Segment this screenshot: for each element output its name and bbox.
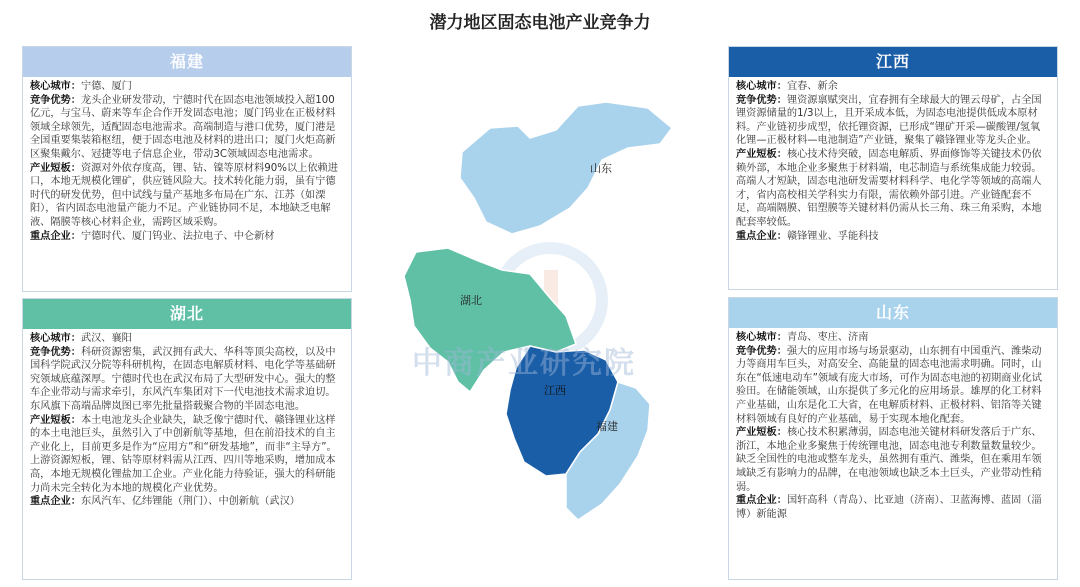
map-label-shandong: 山东 (590, 162, 612, 175)
province-map (380, 100, 680, 570)
jiangxi-panel-body (729, 77, 1057, 245)
shandong-core-city: 核心城市：青岛、枣庄、济南 (736, 332, 869, 343)
hubei-panel-title: 湖北 (23, 299, 351, 329)
shandong-weakness: 产业短板：核心技术积累薄弱，固态电池关键材料研发落后于广东、浙江，本地企业多聚焦于传统锂电池，固态电池专利数量数量较少。缺乏全国性的电池或整车龙头，虽然拥有重汽、潍柴，但在乘用车领域缺乏有影响力的品牌，在电池领域也缺乏本土巨头，产业带动性稍弱。 (736, 427, 1042, 493)
shandong-enterprises: 重点企业：国轩高科（青岛）、比亚迪（济南）、卫蓝海博、蓝固（淄博）新能源 (736, 495, 1042, 520)
map-label-hubei: 湖北 (460, 294, 482, 307)
jiangxi-panel (728, 46, 1058, 290)
jiangxi-core-city: 核心城市：宜春、新余 (736, 81, 838, 92)
map-label-jiangxi: 江西 (544, 384, 566, 397)
hubei-weakness: 产业短板：本土电池龙头企业缺失，缺乏像宁德时代、赣锋锂业这样的本土电池巨头，虽然引入了中创新航等基地，但在前沿技术的自主产业化上，目前更多是作为“应用方”和“研发基地”，而非“主导方”。上游资源短板，锂、钴等原材料需从江西、四川等地采购，增加成本高，本地无规模化锂盐加工企业。产业化能力待验证，强大的科研能力尚未完全转化为本地的规模化产业优势。 (30, 414, 337, 494)
page-title: 潜力地区固态电池产业竞争力 (429, 13, 651, 33)
fujian-core-city: 核心城市：宁德、厦门 (30, 81, 132, 92)
jiangxi-weakness: 产业短板：核心技术待突破，固态电解质、界面修饰等关键技术仍依赖外部，本地企业多聚焦于材料端，电芯制造与系统集成能力较弱。高端人才短缺，固态电池研发需要材料科学、电化学等领域的高端人才，省内高校相关学科实力有限，需依赖外部引进。产业链配套不足，高端隔膜、铝塑膜等关键材料仍需从长三角、珠三角采购，本地配套率较低。 (736, 148, 1042, 228)
fujian-panel-title: 福建 (23, 47, 351, 77)
hubei-panel-body (23, 329, 351, 511)
jiangxi-advantage: 竞争优势：锂资源禀赋突出，宜春拥有全球最大的锂云母矿，占全国锂资源储量的1/3以上，且开采成本低，为固态电池提供低成本原材料。产业链初步成型，依托锂资源，已形成“锂矿开采—碳酸锂/氢氧化锂—正极材料—电池制造”产业链，聚集了赣锋锂业等龙头企业。 (736, 94, 1042, 147)
shandong-region (460, 102, 672, 234)
hubei-enterprises: 重点企业：东风汽车、亿纬锂能（荆门）、中创新航（武汉） (30, 496, 300, 508)
jiangxi-panel-title: 江西 (729, 47, 1057, 77)
map-label-fujian: 福建 (596, 420, 618, 433)
shandong-advantage: 竞争优势：强大的应用市场与场景驱动，山东拥有中国重汽、潍柴动力等商用车巨头，对高安全、高能量的固态电池需求明确。同时，山东在“低速电动车”领域有庞大市场，可作为固态电池的初期商业化试验田。在储能领域，山东提供了多元化的应用场景。雄厚的化工材料产业基础，山东是化工大省，在电解质材料、正极材料、铝箔等关键材料领域有良好的产业基础，易于实现本地化配套。 (736, 345, 1042, 425)
fujian-enterprises: 重点企业：宁德时代、厦门钨业、法拉电子、中仑新材 (30, 230, 275, 242)
fujian-panel (22, 46, 352, 292)
shandong-panel-title: 山东 (729, 298, 1057, 328)
hubei-core-city: 核心城市：武汉、襄阳 (30, 333, 132, 344)
hubei-panel (22, 298, 352, 580)
shandong-panel-body (729, 328, 1057, 523)
jiangxi-enterprises: 重点企业：赣锋锂业、孚能科技 (736, 230, 879, 242)
hubei-advantage: 竞争优势：科研资源密集，武汉拥有武大、华科等顶尖高校，以及中国科学院武汉分院等科研机构，在固态电解质材料、电化学等基础研究领域底蕴深厚。宁德时代也在武汉布局了大型研发中心。强大的整车企业带动与需求牵引，东风汽车集团对下一代电池技术需求迫切。东风旗下高端品牌岚图已率先批量搭载聚合物的半固态电池。 (30, 346, 336, 412)
fujian-panel-body (23, 77, 351, 245)
fujian-weakness: 产业短板：资源对外依存度高，锂、钴、镍等原材料90%以上依赖进口，本地无规模化锂矿，供应链风险大。技术转化能力弱，虽有宁德时代的研发优势，但中试线与量产基地多布局在广东、江苏（如溧阳），省内固态电池量产能力不足。产业链协同不足，本地缺乏电解液、隔膜等核心材料企业，需跨区域采购。 (30, 162, 338, 228)
shandong-panel (728, 297, 1058, 580)
watermark: 中商产业研究院 (412, 346, 636, 381)
fujian-advantage: 竞争优势：龙头企业研发带动，宁德时代在固态电池领域投入超100亿元，与宝马、蔚来等车企合作开发固态电池；厦门钨业在正极材料领域全球领先，适配固态电池需求。高端制造与港口优势，厦门港是全国重要集装箱枢纽，便于固态电池及材料的进出口；厦门火炬高新区聚集戴尔、冠捷等电子信息企业，带动3C领域固态电池需求。 (30, 94, 336, 160)
